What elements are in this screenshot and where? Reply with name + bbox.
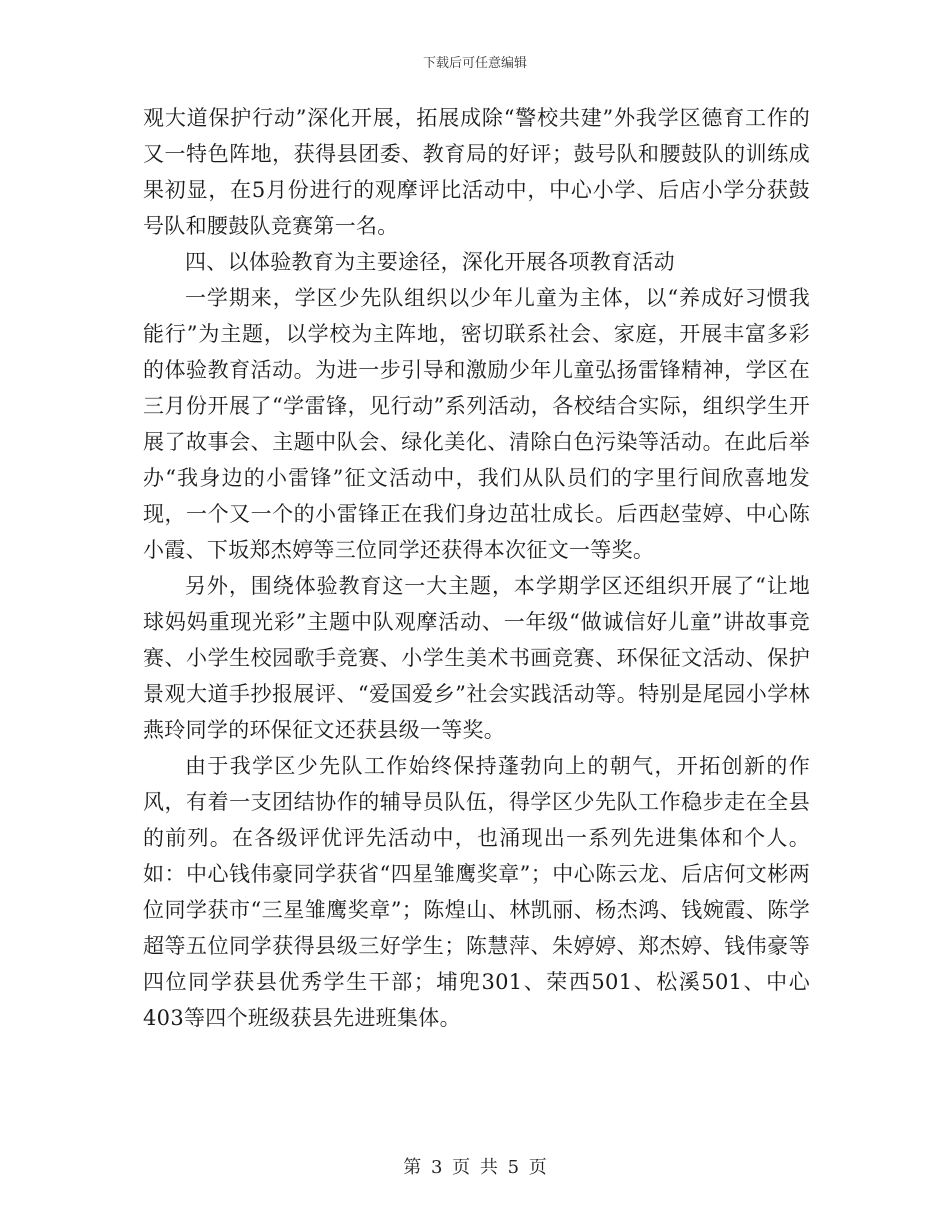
page-header: 下载后可任意编辑	[422, 56, 527, 71]
document-body	[143, 100, 810, 1036]
section-heading: 四、以体验教育为主要途径，深化开展各项教育活动	[185, 250, 675, 274]
paragraph-awards: 由于我学区少先队工作始终保持蓬勃向上的朝气，开拓创新的作风，有着一支团结协作的辅导员队伍，得学区少先队工作稳步走在全县的前列。在各级评优评先活动中，也涌现出一系列先进集体和个人。如：中心钱伟豪同学获省“四星雏鹰奖章”；中心陈云龙、后店何文彬两位同学获市“三星雏鹰奖章”；陈煌山、林凯丽、杨杰鸿、钱婉霞、陈学超等五位同学获得县级三好学生；陈慧萍、朱婷婷、郑杰婷、钱伟豪等四位同学获县优秀学生干部；埔兜301、荣西501、松溪501、中心403等四个班级获县先进班集体。	[143, 754, 810, 1030]
paragraph-continuation: 观大道保护行动”深化开展，拓展成除“警校共建”外我学区德育工作的又一特色阵地，获得县团委、教育局的好评；鼓号队和腰鼓队的训练成果初显，在5月份进行的观摩评比活动中，中心小学、后店小学分获鼓号队和腰鼓队竞赛第一名。	[143, 106, 810, 238]
page-footer: 第 3 页 共 5 页	[403, 1157, 547, 1178]
paragraph-semester-activities: 一学期来，学区少先队组织以少年儿童为主体，以“养成好习惯我能行”为主题，以学校为主阵地，密切联系社会、家庭，开展丰富多彩的体验教育活动。为进一步引导和激励少年儿童弘扬雷锋精神，学区在三月份开展了“学雷锋，见行动”系列活动，各校结合实际，组织学生开展了故事会、主题中队会、绿化美化、清除白色污染等活动。在此后举办“我身边的小雷锋”征文活动中，我们从队员们的字里行间欣喜地发现，一个又一个的小雷锋正在我们身边茁壮成长。后西赵莹婷、中心陈小霞、下坂郑杰婷等三位同学还获得本次征文一等奖。	[143, 286, 810, 562]
paragraph-experience-education: 另外，围绕体验教育这一大主题，本学期学区还组织开展了“让地球妈妈重现光彩”主题中队观摩活动、一年级“做诚信好儿童”讲故事竞赛、小学生校园歌手竞赛、小学生美术书画竞赛、环保征文活动、保护景观大道手抄报展评、“爱国爱乡”社会实践活动等。特别是尾园小学林燕玲同学的环保征文还获县级一等奖。	[143, 574, 810, 742]
